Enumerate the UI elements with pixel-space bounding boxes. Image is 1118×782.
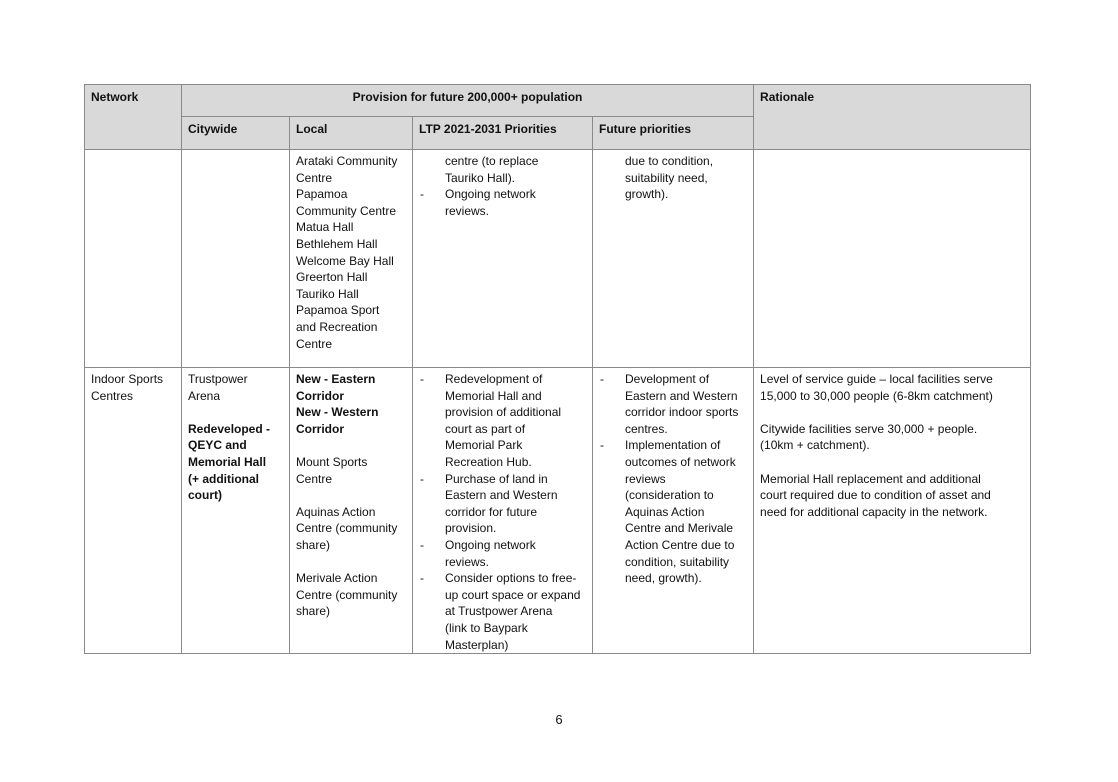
future-priority-list <box>599 371 747 587</box>
text-line: condition, suitability <box>625 554 730 569</box>
text-line: Aquinas Action <box>625 504 705 519</box>
text-line: Merivale Action <box>296 571 378 586</box>
ltp-priority-list <box>419 186 586 219</box>
text-line: due to condition, <box>625 154 714 168</box>
row1-citywide-cell <box>182 150 290 368</box>
paragraph-gap <box>296 554 406 571</box>
text-line: need, growth). <box>625 571 702 586</box>
text-line: (10km + catchment). <box>760 438 870 453</box>
list-item <box>419 471 586 537</box>
header-provision: Provision for future 200,000+ population <box>182 85 754 117</box>
text-line: Memorial Hall replacement and additional <box>760 471 981 486</box>
local-facility-line: Matua Hall <box>296 220 354 235</box>
text-line: - Purchase of land in <box>445 471 548 486</box>
row1-local-cell <box>290 150 413 368</box>
text-line: corridor indoor sports <box>625 405 739 420</box>
ltp-priority-list <box>419 371 586 653</box>
row2-future-cell <box>593 368 754 654</box>
text-line: - Redevelopment of <box>445 372 543 386</box>
continued-bullet-text <box>599 153 747 203</box>
text-line: 15,000 to 30,000 people (6-8km catchment) <box>760 388 993 403</box>
list-item <box>599 371 747 437</box>
text-line: Level of service guide – local facilities serve <box>760 372 993 386</box>
row1-rationale-cell <box>754 150 1031 368</box>
text-line: Centre (community <box>296 521 398 536</box>
local-facility-line: Welcome Bay Hall <box>296 253 394 268</box>
text-line: share) <box>296 604 331 619</box>
text-line: (+ additional <box>188 471 260 486</box>
text-line: provision. <box>445 521 497 536</box>
text-line: Mount Sports <box>296 454 368 469</box>
header-future-priorities: Future priorities <box>593 117 754 150</box>
text-line: Centre <box>296 471 333 486</box>
row1-future-cell <box>593 150 754 368</box>
text-line: Memorial Hall <box>188 454 267 469</box>
local-facility-line: Tauriko Hall <box>296 286 359 301</box>
header-ltp-priorities: LTP 2021-2031 Priorities <box>413 117 593 150</box>
text-line: centre (to replace <box>445 154 539 168</box>
text-line: Aquinas Action <box>296 504 376 519</box>
paragraph-gap <box>296 487 406 504</box>
text-line: growth). <box>625 187 669 202</box>
header-citywide: Citywide <box>182 117 290 150</box>
text-line: reviews <box>625 471 666 486</box>
text-line: up court space or expand <box>445 587 581 602</box>
text-line: New - Western <box>296 405 379 420</box>
text-line: court) <box>188 488 222 503</box>
text-line: - Consider options to free- <box>445 571 577 586</box>
local-facility-line: Greerton Hall <box>296 270 368 285</box>
table-row <box>85 368 1031 654</box>
paragraph-gap <box>188 404 283 421</box>
list-item <box>419 371 586 471</box>
text-line: centres. <box>625 421 668 436</box>
text-line: Action Centre due to <box>625 537 735 552</box>
local-facility-line: Arataki Community <box>296 154 398 168</box>
text-line: Memorial Hall and <box>445 388 542 403</box>
paragraph-gap <box>296 437 406 454</box>
text-line: Centre and Merivale <box>625 521 734 536</box>
local-facility-line: Papamoa <box>296 187 348 202</box>
continued-bullet-text <box>419 153 586 186</box>
row2-rationale-cell <box>754 368 1031 654</box>
row2-local-cell <box>290 368 413 654</box>
row1-ltp-cell <box>413 150 593 368</box>
row1-network-cell <box>85 150 182 368</box>
facilities-network-table <box>84 84 1031 654</box>
local-facility-line: Community Centre <box>296 203 397 218</box>
text-line: court as part of <box>445 421 526 436</box>
text-line: Centres <box>91 388 134 403</box>
text-line: Corridor <box>296 421 344 436</box>
text-line: at Trustpower Arena <box>445 604 553 619</box>
text-line: corridor for future <box>445 504 538 519</box>
local-facility-line: Papamoa Sport <box>296 303 380 318</box>
text-line: - Development of <box>625 372 710 386</box>
text-line: - Ongoing network <box>445 537 536 552</box>
list-item <box>419 186 586 219</box>
text-line: court required due to condition of asset and <box>760 488 991 503</box>
text-line: Tauriko Hall). <box>445 170 516 185</box>
text-line: - Implementation of <box>625 438 721 453</box>
row2-citywide-cell <box>182 368 290 654</box>
list-item <box>599 437 747 586</box>
list-item <box>419 537 586 570</box>
text-line: QEYC and <box>188 438 247 453</box>
text-line: New - Eastern <box>296 372 376 386</box>
text-line: Centre (community <box>296 587 398 602</box>
header-rationale: Rationale <box>754 85 1031 150</box>
text-line: Corridor <box>296 388 344 403</box>
text-line: outcomes of network <box>625 454 736 469</box>
text-line: Indoor Sports <box>91 372 164 386</box>
text-line: (consideration to <box>625 488 714 503</box>
text-line: suitability need, <box>625 170 708 185</box>
row2-network-cell <box>85 368 182 654</box>
list-item <box>419 570 586 653</box>
text-line: Masterplan) <box>445 637 509 652</box>
paragraph-gap <box>760 454 1024 471</box>
text-line: provision of additional <box>445 405 562 420</box>
header-network: Network <box>85 85 182 150</box>
text-line: Memorial Park <box>445 438 523 453</box>
text-line: Eastern and Western <box>625 388 738 403</box>
local-facility-line: Centre <box>296 336 333 351</box>
text-line: reviews. <box>445 203 490 218</box>
local-facility-line: and Recreation <box>296 319 378 334</box>
local-facility-line: Centre <box>296 170 333 185</box>
text-line: reviews. <box>445 554 490 569</box>
text-line: share) <box>296 537 331 552</box>
table-row <box>85 150 1031 368</box>
text-line: (link to Baypark <box>445 620 528 635</box>
row2-ltp-cell <box>413 368 593 654</box>
text-line: Eastern and Western <box>445 488 558 503</box>
text-line: Redeveloped - <box>188 421 271 436</box>
text-line: need for additional capacity in the network. <box>760 504 988 519</box>
page-number: 6 <box>555 712 563 727</box>
text-line: Arena <box>188 388 221 403</box>
text-line: - Ongoing network <box>445 187 536 202</box>
header-local: Local <box>290 117 413 150</box>
local-facility-line: Bethlehem Hall <box>296 236 378 251</box>
text-line: Recreation Hub. <box>445 454 532 469</box>
text-line: Citywide facilities serve 30,000 + people. <box>760 421 978 436</box>
paragraph-gap <box>760 404 1024 421</box>
text-line: Trustpower <box>188 372 248 386</box>
